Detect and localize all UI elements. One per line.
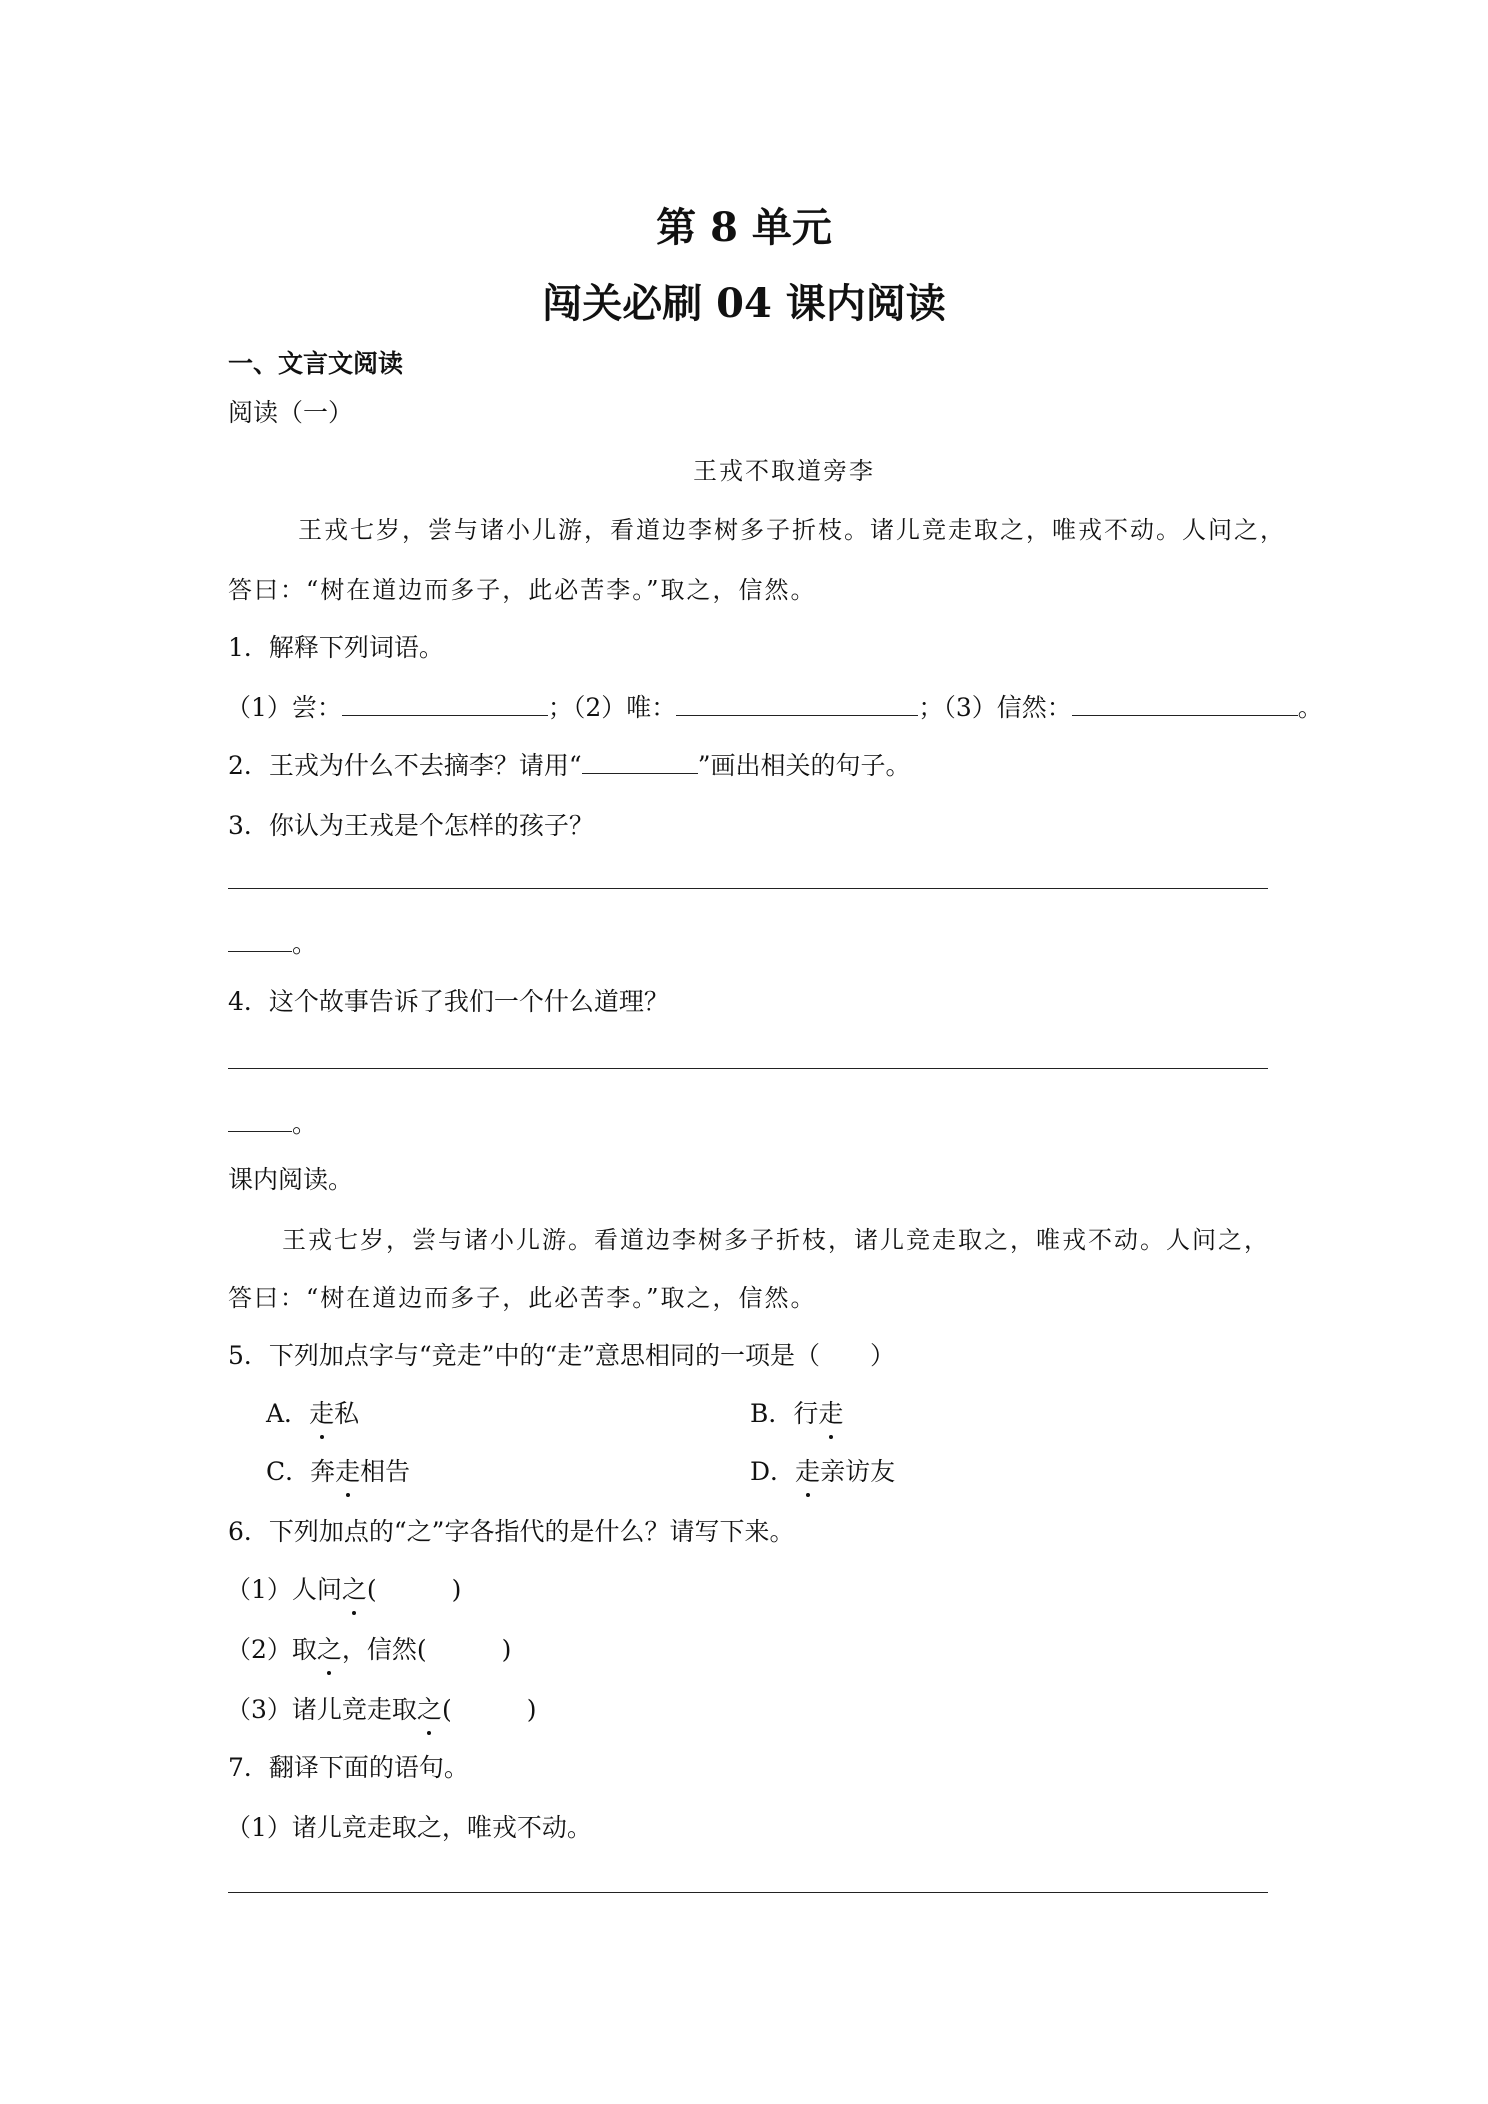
question-6: 6．下列加点的“之”字各指代的是什么？请写下来。: [228, 1517, 795, 1546]
blank-label: ；（2）唯：: [547, 693, 677, 722]
question-2-text-end: ”画出相关的句子。: [697, 751, 911, 780]
passage-line: 答曰：“树在道边而多子，此必苦李。”取之，信然。: [228, 1284, 817, 1312]
dotted-char: 走: [818, 1394, 843, 1430]
option-d[interactable]: [750, 1452, 895, 1488]
option-label: B．: [750, 1399, 794, 1428]
answer-blank[interactable]: [228, 1106, 292, 1132]
answer-parens[interactable]: ( ): [441, 1695, 537, 1724]
option-label: A．: [266, 1399, 310, 1428]
dotted-char: 走: [335, 1452, 360, 1488]
answer-parens[interactable]: ( ): [366, 1575, 462, 1604]
dotted-char: 走: [795, 1452, 820, 1488]
answer-line-end: [228, 1104, 317, 1140]
question-6-item: [226, 1630, 511, 1666]
reading-label: 课内阅读。: [228, 1165, 354, 1194]
option-text: 相告: [360, 1457, 411, 1486]
answer-blank[interactable]: [676, 690, 918, 716]
question-4: 4．这个故事告诉了我们一个什么道理？: [228, 987, 669, 1016]
answer-blank[interactable]: [228, 926, 292, 952]
option-text: 奔: [310, 1457, 336, 1486]
answer-line[interactable]: [228, 888, 1268, 889]
item-text: （1）人问: [226, 1575, 342, 1604]
answer-line[interactable]: [228, 1068, 1268, 1069]
blank-end: 。: [1297, 693, 1323, 722]
option-text: 亲访友: [820, 1457, 896, 1486]
passage-line: 答曰：“树在道边而多子，此必苦李。”取之，信然。: [228, 576, 817, 604]
question-1: 1．解释下列词语。: [228, 633, 444, 662]
option-c[interactable]: [266, 1452, 410, 1488]
dotted-char: 之: [342, 1570, 367, 1606]
question-2: [228, 746, 911, 782]
question-7-item: （1）诸儿竞走取之，唯戎不动。: [226, 1813, 592, 1842]
answer-parens[interactable]: ，信然( ): [341, 1635, 512, 1664]
line-end-mark: 。: [292, 1109, 318, 1138]
answer-blank[interactable]: [342, 690, 548, 716]
option-label: C．: [266, 1457, 311, 1486]
answer-line[interactable]: [228, 1892, 1268, 1893]
question-1-blanks: [226, 688, 1323, 724]
passage-line: 王戎七岁，尝与诸小儿游，看道边李树多子折枝。诸儿竞走取之，唯戎不动。人问之，: [298, 516, 1286, 544]
item-text: （3）诸儿竞走取: [226, 1695, 417, 1724]
answer-line-end: [228, 924, 317, 960]
blank-label: ；（3）信然：: [918, 693, 1072, 722]
dotted-char: 之: [417, 1690, 442, 1726]
question-3: 3．你认为王戎是个怎样的孩子？: [228, 811, 594, 840]
item-text: （2）取: [226, 1635, 317, 1664]
line-end-mark: 。: [292, 929, 318, 958]
reading-label: 阅读（一）: [228, 398, 354, 427]
page-subtitle: 闯关必刷 04 课内阅读: [542, 280, 946, 327]
option-a[interactable]: [266, 1394, 359, 1430]
answer-blank[interactable]: [1072, 690, 1298, 716]
option-text: 私: [334, 1399, 360, 1428]
underline-sample: [582, 748, 698, 774]
question-6-item: [226, 1570, 461, 1606]
question-6-item: [226, 1690, 536, 1726]
dotted-char: 走: [309, 1394, 334, 1430]
option-b[interactable]: [750, 1394, 843, 1430]
unit-title: 第 8 单元: [656, 204, 832, 251]
passage-title: 王戎不取道旁李: [693, 457, 875, 485]
question-2-text: 2．王戎为什么不去摘李？请用“: [228, 751, 582, 780]
question-5: 5．下列加点字与“竞走”中的“走”意思相同的一项是（ ）: [228, 1341, 896, 1370]
option-text: 行: [793, 1399, 819, 1428]
question-7: 7．翻译下面的语句。: [228, 1753, 469, 1782]
passage-line: 王戎七岁，尝与诸小儿游。看道边李树多子折枝，诸儿竞走取之，唯戎不动。人问之，: [282, 1226, 1270, 1254]
blank-label: （1）尝：: [226, 693, 342, 722]
option-label: D．: [750, 1457, 796, 1486]
section-heading: 一、文言文阅读: [228, 349, 404, 378]
dotted-char: 之: [317, 1630, 342, 1666]
